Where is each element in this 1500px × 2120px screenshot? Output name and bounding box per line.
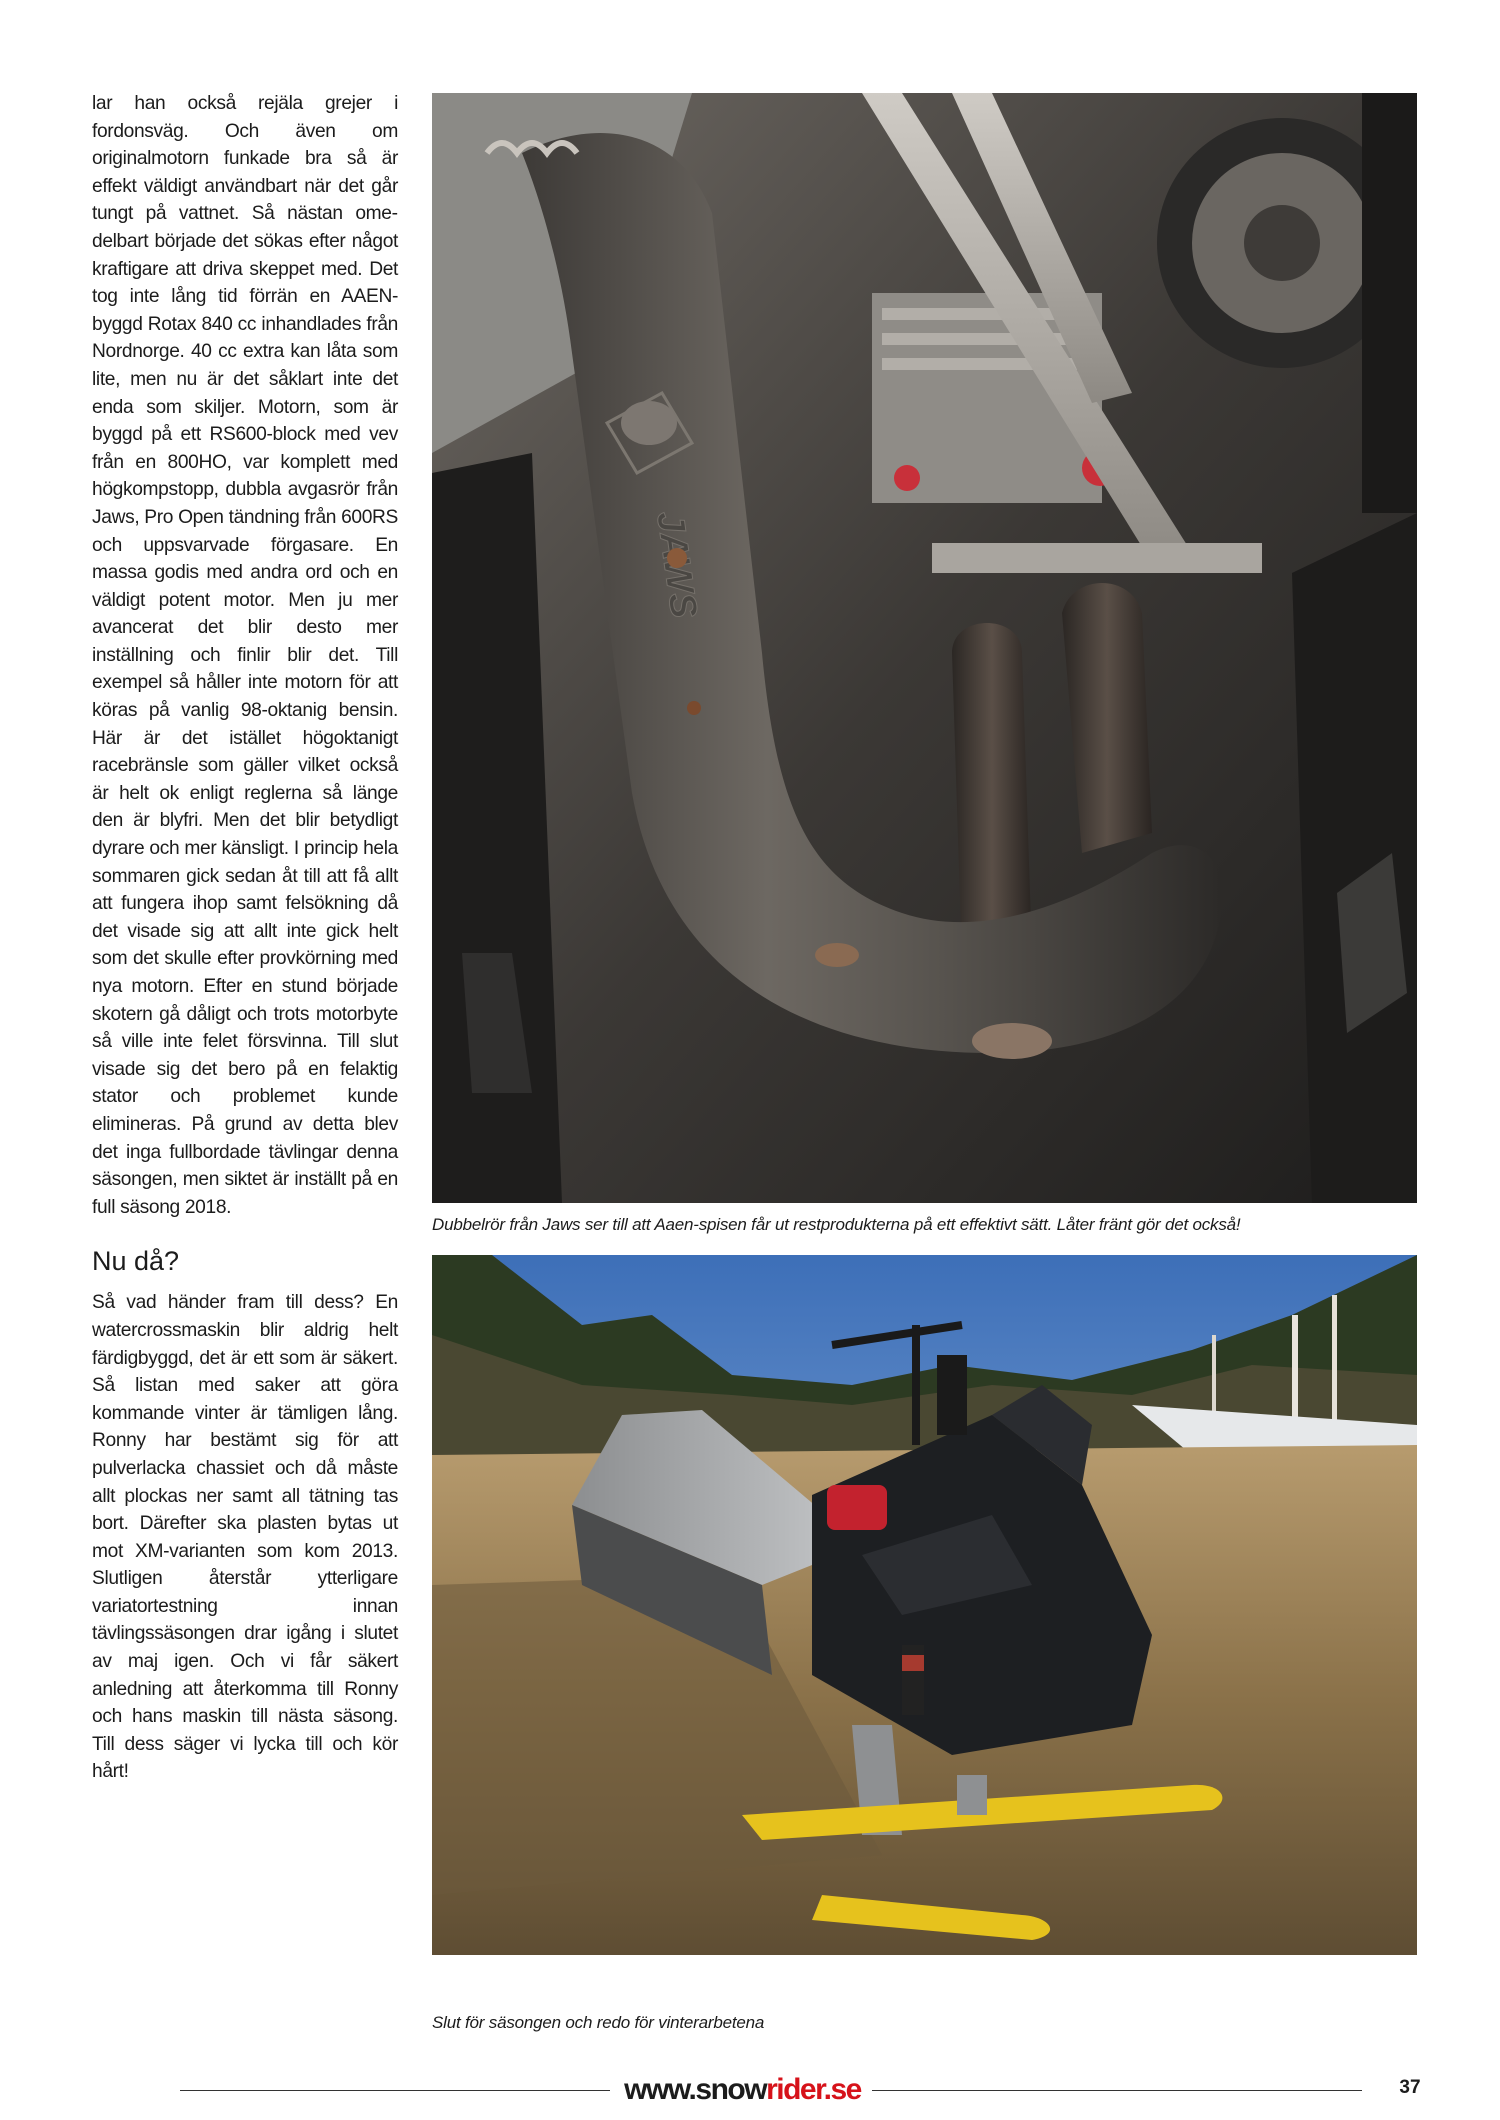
- page-number: 37: [1399, 2077, 1421, 2098]
- site-url-www: www.: [624, 2073, 696, 2106]
- site-url-snow: snow: [695, 2073, 767, 2106]
- site-url-rider: rider: [766, 2073, 824, 2106]
- article-paragraph: Så vad händer fram till dess? En watercrossmaskin blir aldrig helt färdigbyggd, det är ett som är säkert. Så listan med saker att göra kommande vinter är tämligen lång. Ronny har bestämt sig för att pulverlacka chassiet och då måste allt plockas ner samt all tätning tas bort. Därefter ska plasten bytas ut mot XM-varianten som kom 2013. Slutligen återstår ytterligare variatortestning innan tävlingssäsongen drar igång i slutet av maj igen. Och vi får säkert anledning att återkomma till Ronny och hans maskin till nästa säsong. Till dess säger vi lycka till och kör hårt!: [92, 1292, 398, 1783]
- article-body-column: [92, 90, 398, 1786]
- photo-caption: Dubbelrör från Jaws ser till att Aaen-spisen får ut restprodukterna på ett effektivt sätt. Låter fränt gör det också!: [432, 1215, 1241, 1234]
- article-paragraph: lar han också rejäla grejer i fordonsväg. Och även om originalmotorn funkade bra så är effekt väldigt användbart när det går tungt på vattnet. Så nästan omedelbart började det sökas efter något kraftigare att driva skeppet med. Det tog inte lång tid förrän en AAEN-byggd Rotax 840 cc inhandlades från Nordnorge. 40 cc extra kan låta som lite, men nu är det såklart inte det enda som skiljer. Motorn, som är byggd på ett RS600-block med vev från en 800HO, var komplett med högkompstopp, dubbla avgasrör från Jaws, Pro Open tändning från 600RS och uppsvarvade förgasare. En massa godis med andra ord och en väldigt potent motor. Men ju mer avancerat det blir desto mer inställning och finlir blir det. Till exempel så håller inte motorn för att köras på vanlig 98-oktanig bensin. Här är det istället högoktanigt racebränsle som gäller vilket också är helt ok enligt reglerna så länge den är blyfri. Men det blir betydligt dyrare och mer känsligt. I princip hela sommaren gick sedan åt till att få allt att fungera ihop samt felsökning då det visade sig att allt inte gick helt som det skulle efter provkörning med nya motorn. Efter en stund började skotern gå dåligt och trots motorbyte så ville inte felet försvinna. Till slut visade sig det bero på en felaktig stator och problemet kunde elimineras. På grund av detta blev det inga fullbordade tävlingar denna säsongen, men siktet är inställt på en full säsong 2018.: [92, 93, 398, 1218]
- footer-rule: [872, 2090, 1362, 2091]
- site-url-tld: .se: [823, 2073, 861, 2106]
- snowmobile-field-photo: [432, 1255, 1417, 1955]
- exhaust-pipe-photo: [432, 93, 1417, 1203]
- article-subheading: Nu då?: [92, 1246, 180, 1277]
- site-url: [620, 2072, 865, 2108]
- footer-rule: [180, 2090, 610, 2091]
- photo-caption: Slut för säsongen och redo för vinterarbetena: [432, 2013, 765, 2032]
